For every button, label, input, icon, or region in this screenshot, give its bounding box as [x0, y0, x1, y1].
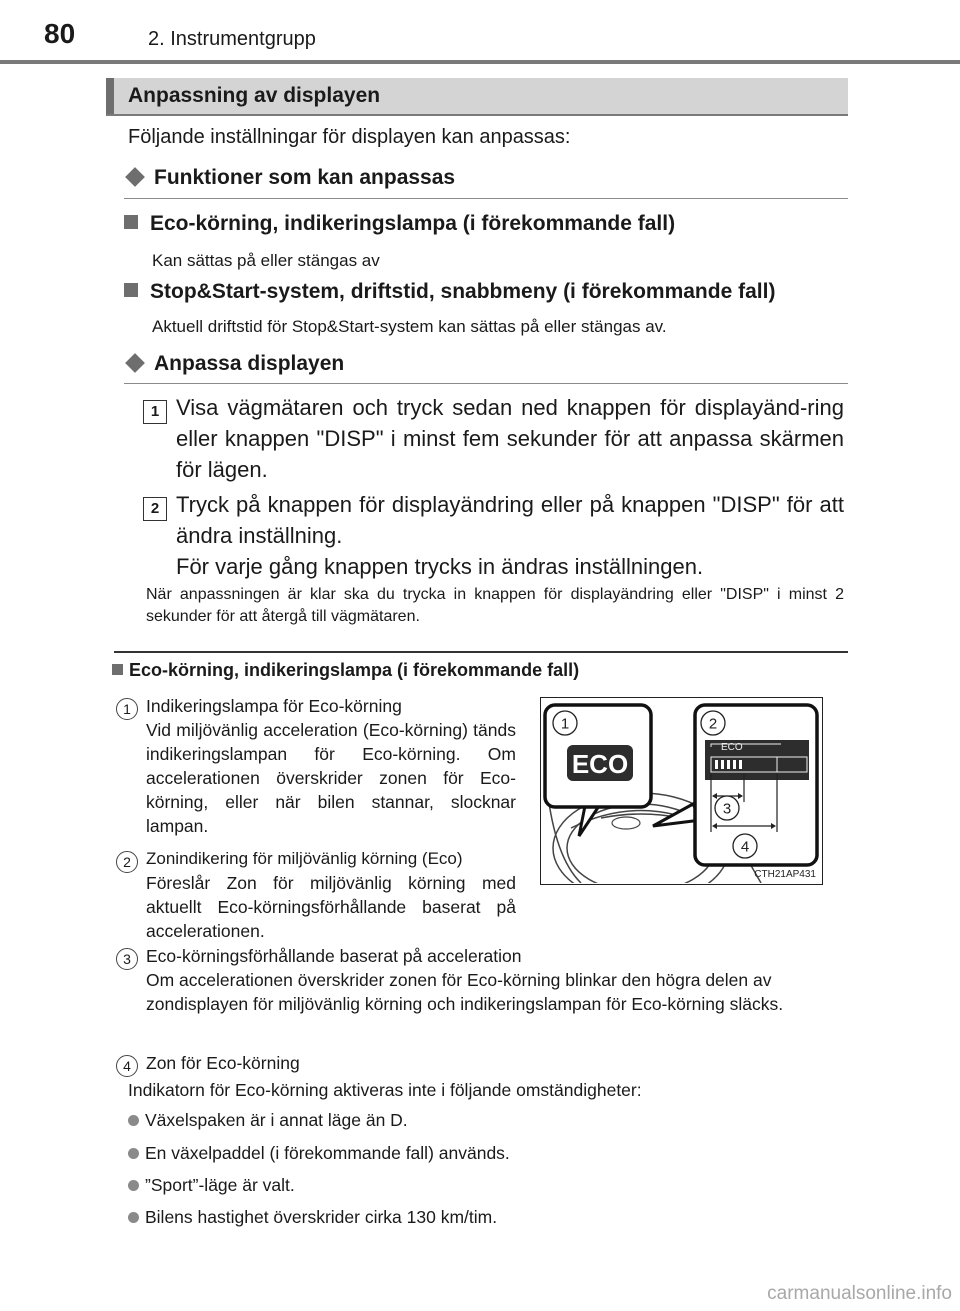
- function-item-desc: Kan sättas på eller stängas av: [152, 251, 380, 270]
- section-intro: Följande inställningar för displayen kan anpassas:: [128, 126, 571, 148]
- list-item: [128, 1175, 295, 1196]
- function-item-desc: Aktuell driftstid för Stop&Start-system kan sättas på eller stängas av.: [152, 317, 667, 336]
- subheading-customize-text: Anpassa displayen: [154, 352, 345, 375]
- callout-number: 1: [116, 698, 138, 720]
- marker-4-label: 4: [740, 838, 750, 856]
- callout-desc: Vid miljövänlig acceleration (Eco-körning) tänds indikeringslampan för Eco-körning. Om accelerationen överskrider zonen för Eco-körning, eller när bilen stannar, slocknar lampan.: [146, 720, 516, 836]
- list-item: [128, 1207, 497, 1228]
- subheading-rule: [124, 198, 848, 199]
- bullet-dot-icon: [128, 1212, 139, 1223]
- callout-title: Indikeringslampa för Eco-körning: [146, 696, 402, 716]
- dashboard-illustration: [541, 698, 821, 883]
- callout-number: 3: [116, 948, 138, 970]
- callout-title: Zonindikering för miljövänlig körning (Eco): [146, 849, 463, 868]
- section-title-bar: [106, 78, 848, 114]
- marker-3-label: 3: [722, 800, 732, 818]
- section-title: Anpassning av displayen: [128, 84, 381, 107]
- bullet-dot-icon: [128, 1148, 139, 1159]
- bullet-dot-icon: [128, 1115, 139, 1126]
- page-number: 80: [44, 18, 76, 49]
- section-rule: [106, 114, 848, 116]
- step-number-box: 2: [143, 497, 167, 521]
- header-rule: [0, 60, 960, 64]
- callout-desc: Om accelerationen överskrider zonen för Eco-körning blinkar den högra delen av zondisplayen för miljövänlig körning och indikeringslampan för Eco-körning släcks.: [146, 970, 784, 1014]
- square-bullet-icon: [112, 664, 123, 675]
- callout-title: Zon för Eco-körning: [146, 1053, 300, 1073]
- completion-note: När anpassningen är klar ska du trycka in knappen för displayändring eller "DISP" i minst 2 sekunder för att återgå till vägmätaren.: [146, 586, 844, 625]
- subheading-rule: [124, 383, 848, 384]
- subheading-customize: [124, 352, 344, 376]
- callout-desc: Föreslår Zon för miljövänlig körning med aktuellt Eco-körningsförhållande baserat på accelerationen.: [146, 873, 516, 941]
- step-text: Tryck på knappen för displayändring eller på knappen "DISP" för att ändra inställning.: [176, 492, 844, 548]
- eco-section-heading-text: Eco-körning, indikeringslampa (i förekommande fall): [129, 660, 580, 680]
- diamond-icon: [125, 168, 145, 188]
- square-bullet-icon: [124, 283, 138, 297]
- chapter-title: 2. Instrumentgrupp: [148, 28, 316, 50]
- diamond-icon: [125, 354, 145, 374]
- eco-lamp-label: ECO: [571, 749, 629, 779]
- square-bullet-icon: [124, 215, 138, 229]
- section-tab-marker: [106, 78, 114, 114]
- step-text: Visa vägmätaren och tryck sedan ned knappen för displayänd-ring eller knappen "DISP" i minst fem sekunder för att anpassa skärmen för lägen.: [176, 395, 844, 482]
- eco-zone-label: ECO: [721, 742, 743, 753]
- callout-number: 2: [116, 851, 138, 873]
- callout-title: Eco-körningsförhållande baserat på acceleration: [146, 946, 522, 966]
- marker-2-label: 2: [708, 715, 718, 733]
- list-item-text: En växelpaddel (i förekommande fall) används.: [145, 1143, 510, 1163]
- section-divider: [114, 651, 848, 653]
- subheading-functions: [124, 166, 455, 190]
- list-item: [128, 1110, 408, 1131]
- function-item-title: Stop&Start-system, driftstid, snabbmeny (i förekommande fall): [150, 280, 776, 303]
- function-item-title: Eco-körning, indikeringslampa (i förekommande fall): [150, 212, 676, 235]
- step-text-continued: För varje gång knappen trycks in ändras inställningen.: [176, 554, 704, 579]
- eco-section-heading: [112, 660, 579, 681]
- callout-number: 4: [116, 1055, 138, 1077]
- figure-code: CTH21AP431: [754, 869, 816, 880]
- marker-1-label: 1: [560, 715, 570, 733]
- list-item: [128, 1143, 510, 1164]
- eco-indicator-figure: [540, 697, 823, 885]
- inactive-conditions-intro: Indikatorn för Eco-körning aktiveras inte i följande omständigheter:: [128, 1080, 642, 1100]
- list-item-text: Bilens hastighet överskrider cirka 130 km/tim.: [145, 1207, 498, 1227]
- list-item-text: Växelspaken är i annat läge än D.: [145, 1110, 408, 1130]
- watermark: carmanualsonline.info: [767, 1283, 952, 1304]
- step-number-box: 1: [143, 400, 167, 424]
- function-item-heading: [124, 280, 775, 304]
- subheading-functions-text: Funktioner som kan anpassas: [154, 166, 456, 189]
- function-item-heading: [124, 212, 675, 236]
- list-item-text: ”Sport”-läge är valt.: [145, 1175, 295, 1195]
- bullet-dot-icon: [128, 1180, 139, 1191]
